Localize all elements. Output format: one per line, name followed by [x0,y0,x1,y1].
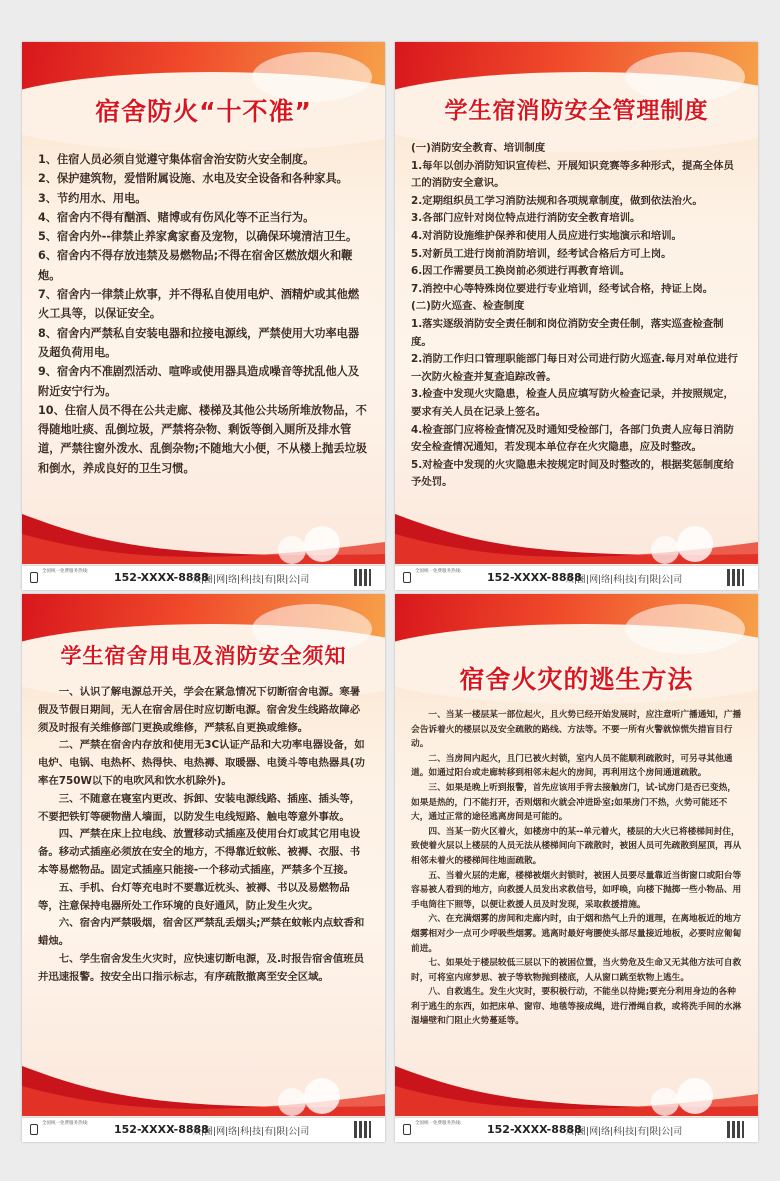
rule-line: 4.检查部门应将检查情况及时通知受检部门，各部门负责人应每日消防安全检查情况通知，若发现本单位存在火灾隐患，应及时整改。 [411,423,734,454]
rule-line: (一)消防安全教育、培训制度 [411,142,546,154]
rule-line: 四、当某一防火区着火，如楼房中的某--单元着火，楼层的大火已将楼梯间封住，致使着火层以上楼层的人员无法从楼梯间向下疏散时，被困人员可先疏散到屋顶，再从相邻未着火的楼梯间往地面疏散。 [411,826,742,866]
hotline-label: 全国统一免费服务热线: [42,1121,89,1126]
rule-line: 1、住宿人员必须自觉遵守集体宿舍治安防火安全制度。 [38,153,315,166]
hotline-label: 全国统一免费服务热线: [415,569,462,574]
rule-line: 1.每年以创办消防知识宣传栏、开展知识竞赛等多种形式，提高全体员工的消防安全意识。 [411,159,734,190]
phone-number: 152-XXXX-8888 [114,571,209,584]
phone-number: 152-XXXX-8888 [487,571,582,584]
rule-line: 7、宿舍内一律禁止炊事，并不得私自使用电炉、酒精炉或其他燃火工具等，以保证安全。 [38,288,360,321]
rule-line: 一、认识了解电源总开关，学会在紧急情况下切断宿舍电源。寒暑假及节假日期间，无人在宿舍居住时应切断电源。宿舍发生线路故障必须及时报有关维修部门更换或维修，严禁私自更换或维修。 [38,686,361,734]
poster-body [38,150,369,478]
rule-line: 三、不随意在寝室内更改、拆卸、安装电源线路、插座、插头等，不要把铁钉等硬物凿人墙面，以防发生电线短路、触电等意外事故。 [38,792,361,823]
qr-code-icon [354,1121,371,1138]
poster-footer [22,1117,385,1142]
rule-line: 二、严禁在宿舍内存放和使用无3C认证产品和大功率电器设备，如电炉、电锅、电热杯、热得快、电热褥、取暖器、电烫斗等电热器具(功率在750W以下的电吹风和饮水机除外)。 [38,739,365,787]
rule-line: 七、如果处于楼层较低三层以下的被困位置，当火势危及生命又无其他方法可自救时，可将室内席梦思、被子等软物抛到楼底，人从窗口跳至软物上逃生。 [411,958,742,983]
poster-body [411,140,742,492]
rule-line: 七、学生宿舍发生火灾时，应快速切断电源，及.时报告宿舍值班员并迅速报警。按安全出口指示标志，有序疏散撤离至安全区域。 [38,952,365,983]
poster-title: 学生宿舍用电及消防安全须知 [60,644,347,668]
poster-title: 学生宿消防安全管理制度 [444,98,709,124]
poster-body [38,684,369,987]
rule-line: 3、节约用水、用电。 [38,191,147,205]
rule-line: 6.因工作需要员工换岗前必须进行再教育培训。 [411,265,630,278]
rule-line: (二)防火巡查、检查制度 [411,300,525,313]
phone-number: 152-XXXX-8888 [487,1123,582,1136]
phone-icon [403,1124,411,1135]
poster-escape-methods [395,594,758,1142]
company-name: 众|图|网|络|科|技|有|限|公|司 [565,575,683,585]
rule-line: 一、当某一楼层某一部位起火，且火势已经开始发展时，应注意听广播通知，广播会告诉着火的楼层以及安全疏散的路线、方法等。不要一所有火警就惊慌失措盲目行动。 [411,710,742,750]
rule-line: 3.检查中发现火灾隐患，检查人员应填写防火检查记录，并按照规定，要求有关人员在记录上签名。 [411,388,734,418]
rule-line: 8、宿舍内严禁私自安装电器和拉接电源线，严禁使用大功率电器及超负荷用电。 [38,326,360,359]
rule-line: 4.对消防设施维护保养和使用人员应进行实地演示和培训。 [411,229,682,242]
rule-line: 六、宿舍内严禁吸烟，宿舍区严禁乱丢烟头;严禁在蚊帐内点蚊香和蜡烛。 [38,917,365,948]
company-name: 众|图|网|络|科|技|有|限|公|司 [192,575,310,585]
bottom-ribbon-decoration [395,1056,758,1116]
rule-line: 五、当着火层的走廊，楼梯被烟火封锁时，被困人员要尽量靠近当街窗口或阳台等容易被人看到的地方，向救援人员发出求救信号，如呼唤，向楼下抛掷一些小物品、用手电筒往下照等，以便让救援人员及时发现，采取救援措施。 [411,870,742,910]
rule-line: 6、宿舍内不得存放违禁及易燃物品;不得在宿舍区燃放烟火和鞭炮。 [38,249,353,282]
rule-line: 2.消防工作归口管理职能部门每日对公司进行防火巡查.每月对单位进行一次防火检查并复查追踪改善。 [411,353,738,383]
rule-line: 5.对新员工进行岗前消防培训，经考试合格后方可上岗。 [411,247,672,260]
rule-line: 2、保护建筑物，爱惜附属设施、水电及安全设备和各种家具。 [38,172,348,186]
rule-line: 2.定期组织员工学习消防法规和各项规章制度，做到依法治火。 [411,194,703,207]
phone-number: 152-XXXX-8888 [114,1123,209,1136]
poster-title: 宿舍防火“十不准” [95,97,312,126]
poster-footer [22,565,385,590]
rule-line: 3.各部门应针对岗位特点进行消防安全教育培训。 [411,212,641,225]
rule-line: 四、严禁在床上拉电线、放置移动式插座及使用台灯或其它用电设备。移动式插座必须放在安全的地方，不得靠近蚊帐、被褥、衣服、书本等易燃物品。固定式插座只能接-一个移动式插座，严禁多个互接。 [38,828,361,876]
hotline-label: 全国统一免费服务热线: [415,1121,462,1126]
rule-line: 五、手机、台灯等充电时不要靠近枕头、被褥、书以及易燃物品等，注意保持电器所处工作环境的良好通风，防止发生火灾。 [38,881,350,912]
phone-icon [403,572,411,583]
rule-line: 5、宿舍内外--律禁止养家禽家畜及宠物，以确保环境清洁卫生。 [38,230,358,244]
rule-line: 六、在充满烟雾的房间和走廊内时，由于烟和热气上升的道理，在离地板近的地方烟雾相对少一点可少呼吸些烟雾。逃离时最好弯腰使头部尽量接近地板，必要时应匍匐前进。 [411,914,742,954]
phone-icon [30,572,38,583]
hotline-label: 全国统一免费服务热线: [42,569,89,574]
poster-footer [395,1117,758,1142]
qr-code-icon [354,569,371,586]
qr-code-icon [727,1121,744,1138]
rule-line: 10、住宿人员不得在公共走廊、楼梯及其他公共场所堆放物品，不得随地吐痰、乱倒垃圾，严禁将杂物、剩饭等倒入厕所及排水管道，严禁往窗外泼水、乱倒杂物;不随地大小便，不从楼上抛丢垃圾和倒水，养成良好的卫生习惯。 [38,403,367,475]
cloud-decoration [625,604,745,654]
qr-code-icon [727,569,744,586]
poster-fire-rules [22,42,385,590]
rule-line: 4、宿舍内不得有酗酒、赌博或有伤风化等不正当行为。 [38,210,315,224]
rule-line: 7.消控中心等特殊岗位要进行专业培训，经考试合格，持证上岗。 [411,282,714,295]
company-name: 众|图|网|络|科|技|有|限|公|司 [565,1127,683,1137]
bottom-ribbon-decoration [22,504,385,564]
poster-footer [395,565,758,590]
bottom-ribbon-decoration [22,1056,385,1116]
phone-icon [30,1124,38,1135]
rule-line: 三、如果是晚上听到报警，首先应该用手背去接触房门，试-试房门是否已变热，如果是热的，门不能打开，否则烟和火就会冲进卧室;如果房门不热，火势可能还不大，通过正常的途径逃离房间是可能的。 [411,782,737,823]
rule-line: 9、宿舍内不准剧烈活动、喧哗或使用器具造成噪音等扰乱他人及附近安宁行为。 [38,365,360,398]
bottom-ribbon-decoration [395,504,758,564]
rule-line: 二、当房间内起火，且门已被火封锁，室内人员不能顺利疏散时，可另寻其他通道。如通过阳台或走廊转移到相邻未起火的房间，再利用这个房间通道疏散。 [411,753,733,779]
poster-electricity-safety [22,594,385,1142]
company-name: 众|图|网|络|科|技|有|限|公|司 [192,1127,310,1137]
rule-line: 5.对检查中发现的火灾隐患未按规定时间及时整改的，根据奖惩制度给予处罚。 [411,458,734,489]
rule-line: 1.落实逐级消防安全责任制和岗位消防安全责任制，落实巡查检查制度。 [411,317,724,348]
poster-body [411,708,742,1029]
poster-title: 宿舍火灾的逃生方法 [459,665,694,694]
rule-line: 八、自救逃生。发生火灾时，要积极行动，不能坐以待毙;要充分利用身边的各种利于逃生的东西，如把床单、窗帘、地毯等接成绳，进行滑绳自救，或将洗手间的水淋湿墙壁和门阻止火势蔓延等。 [411,987,742,1027]
poster-fire-management [395,42,758,590]
